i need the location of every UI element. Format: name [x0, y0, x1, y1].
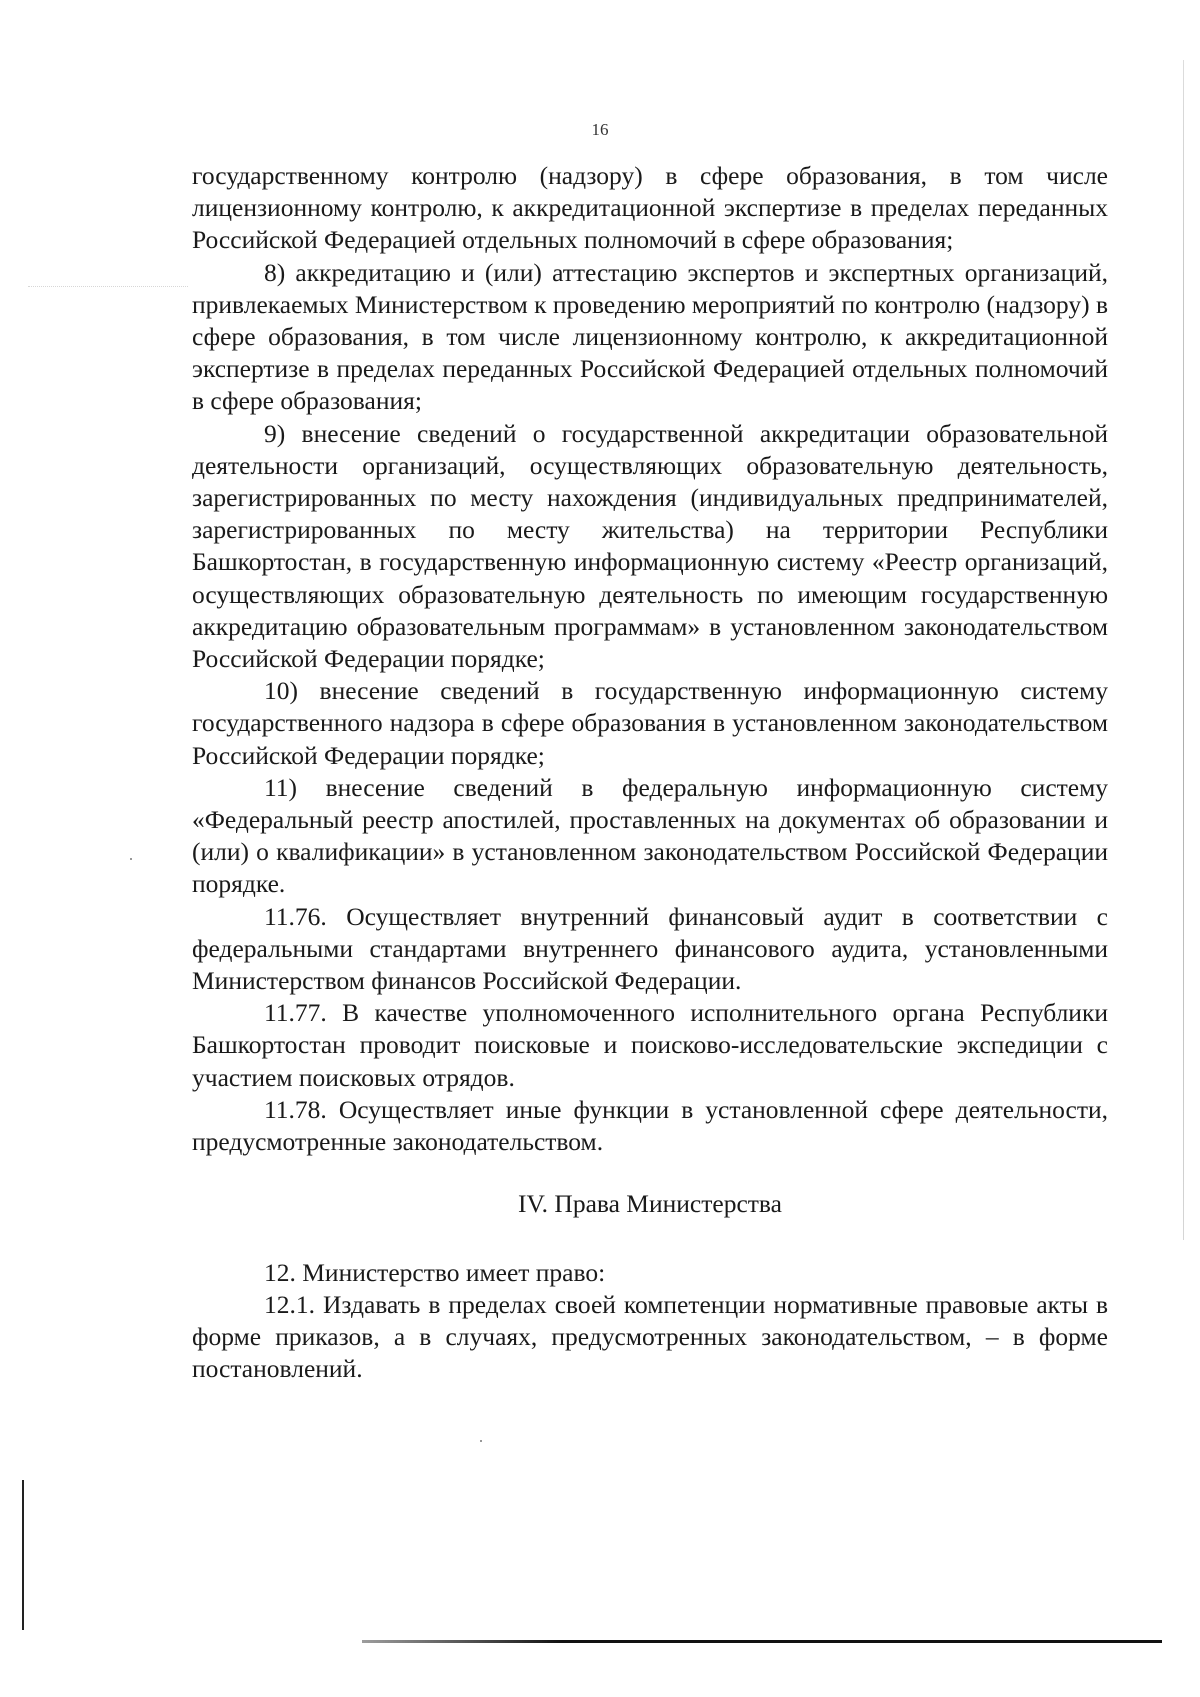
- list-item-9: 9) внесение сведений о государственной аккредитации образовательной деятельности организаций, осуществляющих образовательную деятельность, зарегистрированных по месту нахождения (индивидуальных предпринимателей, зарегистрированных по месту жительства) на территории Республики Башкортостан, в государственную информационную систему «Реестр организаций, осуществляющих образовательную деятельность по имеющим государственную аккредитацию образовательным программам» в установленном законодательством Российской Федерации порядке;: [192, 418, 1108, 674]
- scan-faint-dots: [28, 286, 188, 288]
- scan-edge-line-left: [22, 1480, 24, 1630]
- scan-speck: [480, 1440, 482, 1442]
- clause-11-78: 11.78. Осуществляет иные функции в установленной сфере деятельности, предусмотренные законодательством.: [192, 1094, 1108, 1157]
- clause-11-77: 11.77. В качестве уполномоченного исполнительного органа Республики Башкортостан проводит поисковые и поисково-исследовательские экспедиции с участием поисковых отрядов.: [192, 998, 1108, 1092]
- scan-speck: [130, 858, 132, 860]
- clause-12: 12. Министерство имеет право:: [264, 1257, 606, 1287]
- list-item-10: 10) внесение сведений в государственную информационную систему государственного надзора в сфере образования в установленном законодательством Российской Федерации порядке;: [192, 676, 1108, 770]
- document-body: [192, 160, 1108, 1385]
- list-item-11: 11) внесение сведений в федеральную информационную систему «Федеральный реестр апостилей, проставленных на документах об образовании и (или) о квалификации» в установленном законодательством Российской Федерации порядке.: [192, 772, 1108, 899]
- scan-edge-line-right: [1183, 60, 1184, 1240]
- scan-bottom-rule: [362, 1640, 1162, 1643]
- section-heading: IV. Права Министерства: [518, 1189, 782, 1219]
- page-number: 16: [591, 120, 609, 139]
- clause-11-76: 11.76. Осуществляет внутренний финансовый аудит в соответствии с федеральными стандартами внутреннего финансового аудита, установленными Министерством финансов Российской Федерации.: [192, 901, 1108, 996]
- list-item-8: 8) аккредитацию и (или) аттестацию экспертов и экспертных организаций, привлекаемых Министерством к проведению мероприятий по контролю (надзору) в сфере образования, в том числе лицензионному контролю, к аккредитационной экспертизе в пределах переданных Российской Федерацией отдельных полномочий в сфере образования;: [192, 257, 1108, 416]
- clause-12-1: 12.1. Издавать в пределах своей компетенции нормативные правовые акты в форме приказов, а в случаях, предусмотренных законодательством, – в форме постановлений.: [192, 1289, 1108, 1384]
- paragraph-continuation: государственному контролю (надзору) в сфере образования, в том числе лицензионному контролю, к аккредитационной экспертизе в пределах переданных Российской Федерацией отдельных полномочий в сфере образования;: [192, 161, 1108, 255]
